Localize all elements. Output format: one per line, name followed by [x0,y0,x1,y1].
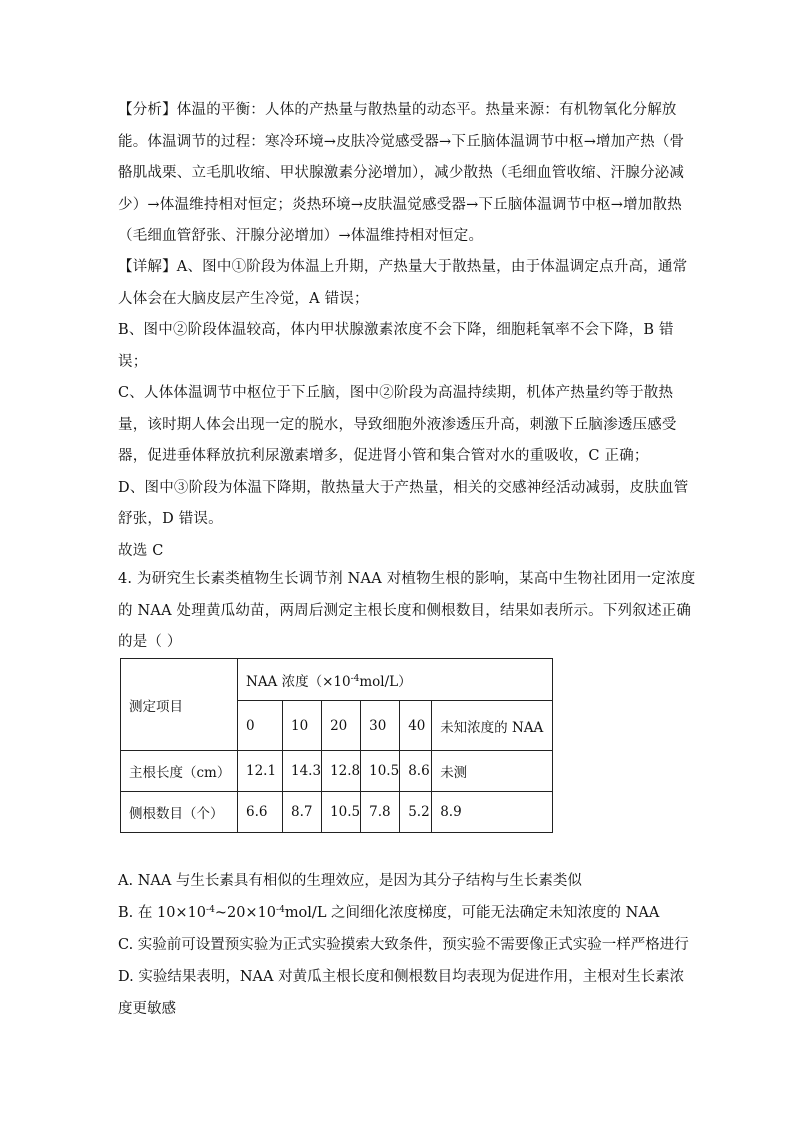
answer-options [118,865,688,1025]
option-a: A. NAA 与生长素具有相似的生理效应，是因为其分子结构与生长素类似 [118,873,582,889]
table-concentration-cell: 未知浓度的 NAA [432,701,553,751]
table-concentration-title: NAA 浓度$(\times 10^{-4}mol/L)$ [238,659,553,701]
table-cell: 6.6 [238,792,283,833]
table-cell: 5.2 [400,792,432,833]
detail-line: B、图中②阶段体温较高，体内甲状腺激素浓度不会下降，细胞耗氧率不会下降，B 错 [118,322,674,338]
analysis-line: （毛细血管舒张、汗腺分泌增加）→体温维持相对恒定。 [118,228,484,244]
table-row [121,751,553,792]
table-cell: 8.9 [432,792,553,833]
question-line: 的 NAA 处理黄瓜幼苗，两周后测定主根长度和侧根数目，结果如表所示。下列叙述正确 [118,602,692,619]
table-cell: 8.6 [400,751,432,792]
option-b: B. 在 $10\times 10^{-4}\sim 20\times 10^{-4}mol/L$ 之间细化浓度梯度，可能无法确定未知浓度的 NAA [118,905,660,921]
table-header-cell: 测定项目 [121,659,238,751]
table-cell: 12.1 [238,751,283,792]
table-cell: 14.3 [283,751,322,792]
detail-line: 人体会在大脑皮层产生冷觉，A 错误； [118,290,369,307]
table-concentration-cell: 40 [400,701,432,751]
analysis-paragraph [118,95,685,253]
table-concentration-cell: 20 [322,701,361,751]
table-row-label: 侧根数目（个） [121,792,238,833]
detail-line: 器，促进垂体释放抗利尿激素增多，促进肾小管和集合管对水的重吸收，C 正确； [118,448,649,464]
table-concentration-cell: 10 [283,701,322,751]
table-row-label: 主根长度（cm） [121,751,238,792]
detail-line: C、人体体温调节中枢位于下丘脑，图中②阶段为高温持续期，机体产热量约等于散热 [118,385,674,401]
naa-results-table [120,658,553,833]
table-concentration-cell: 0 [238,701,283,751]
question-line: 4. 为研究生长素类植物生长调节剂 NAA 对植物生根的影响，某高中生物社团用一定浓度 [118,571,696,587]
table-cell: 未测 [432,751,553,792]
detail-line: 舒张，D 错误。 [118,511,223,527]
table-row [121,792,553,833]
option-d-continuation: 度更敏感 [118,1001,176,1017]
question-line: 的是（ ） [118,634,182,650]
analysis-line: 能。体温调节的过程：寒冷环境→皮肤冷觉感受器→下丘脑体温调节中枢→增加产热（骨 [118,133,685,150]
detail-line: 故选 C [118,542,164,559]
table-cell: 10.5 [322,792,361,833]
detail-line: 量，该时期人体会出现一定的脱水，导致细胞外液渗透压升高，刺激下丘脑渗透压感受 [118,416,677,433]
table-cell: 10.5 [361,751,400,792]
table-cell: 8.7 [283,792,322,833]
option-d: D. 实验结果表明，NAA 对黄瓜主根长度和侧根数目均表现为促进作用，主根对生长素浓 [118,969,685,985]
detail-paragraph [118,252,689,567]
analysis-line: 骼肌战栗、立毛肌收缩、甲状腺激素分泌增加），减少散热（毛细血管收缩、汗腺分泌减 [118,165,685,181]
analysis-line: 【分析】体温的平衡：人体的产热量与散热量的动态平。热量来源：有机物氧化分解放 [118,102,677,118]
detail-line: 【详解】A、图中①阶段为体温上升期，产热量大于散热量，由于体温调定点升高，通常 [118,259,688,275]
detail-line: 误； [118,353,148,370]
table-concentration-cell: 30 [361,701,400,751]
analysis-line: 少）→体温维持相对恒定；炎热环境→皮肤温觉感受器→下丘脑体温调节中枢→增加散热 [118,196,682,213]
question-stem [118,564,696,659]
detail-line: D、图中③阶段为体温下降期，散热量大于产热量，相关的交感神经活动减弱，皮肤血管 [118,479,689,496]
option-c: C. 实验前可设置预实验为正式实验摸索大致条件，预实验不需要像正式实验一样严格进行 [118,937,689,953]
table-cell: 12.8 [322,751,361,792]
table-cell: 7.8 [361,792,400,833]
